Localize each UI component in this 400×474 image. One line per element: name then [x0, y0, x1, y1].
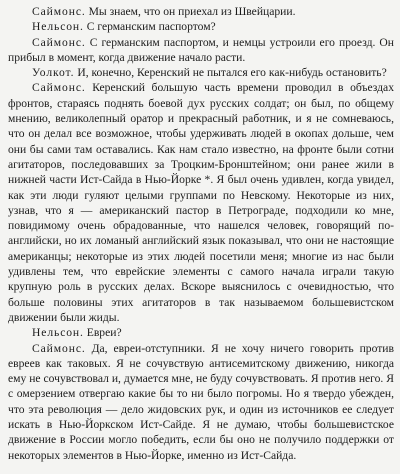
speaker-name: Уолкот. [32, 66, 75, 80]
speaker-name: Нельсон. [32, 20, 84, 34]
dialogue-paragraph [8, 19, 394, 34]
paragraph-text: Мы знаем, что он приехал из Швейцарии. [85, 5, 296, 18]
dialogue-paragraph [8, 80, 394, 325]
speaker-name: Саймонс. [32, 81, 86, 95]
dialogue-paragraph [8, 65, 394, 80]
dialogue-paragraph [8, 325, 394, 340]
speaker-name: Нельсон. [32, 326, 84, 340]
dialogue-paragraph [8, 341, 394, 463]
speaker-name: Саймонс. [32, 5, 86, 18]
paragraph-text: С германским паспортом, и немцы устроили его проезд. Он прибыл в момент, когда движение начало расти. [8, 35, 394, 64]
speaker-name: Саймонс. [32, 35, 86, 49]
paragraph-text: И, конечно, Керенский не пытался его как-нибудь остановить? [74, 66, 387, 80]
dialogue-paragraph [8, 35, 394, 66]
dialogue-paragraph [8, 4, 394, 19]
paragraph-text: Евреи? [83, 326, 122, 340]
paragraph-text: Керенский большую часть времени проводил в объездах фронтов, стараясь поднять боевой дух русских солдат; он был, по общему мнению, великолепный оратор и прекрасный работник, и я не сомневаюсь, что он делал все возможное, чтобы удерживать людей в окопах дольше, чем они бы сами там оставались. Как нам стало известно, на фронте были сотни агитаторов, последовавших за Троцким-Бронштейном; они ранее жили в нижней части Ист-Сайда в Нью-Йорке *. Я был очень удивлен, когда увидел, как эти люди гуляют целыми группами по Невскому. Некоторые из них, узнав, что я — американский пастор в Петрограде, подходили ко мне, повидимому очень обрадованные, что нашелся человек, говорящий по-английски, но их ломаный английский язык показывал, что они не настоящие американцы; некоторые из этих людей посетили меня; многие из нас были удивлены тем, что еврейские элементы с самого начала играли такую крупную роль в русских делах. Вскоре выяснилось с очевидностью, что больше половины этих агитаторов в так называемом большевистском движении были жиды. [8, 81, 394, 324]
paragraph-text: С германским паспортом? [83, 20, 216, 34]
paragraph-text: Да, евреи-отступники. Я не хочу ничего говорить против евреев как таковых. Я не сочувствую антисемитскому движению, никогда ему не сочувствовал и, думается мне, не буду сочувствовать. Я против него. Я с омерзением отвергаю какие бы то ни было погромы. Но я твердо убежден, что эта революция — дело жидовских рук, и один из источников ее следует искать в Нью-Йоркском Ист-Сайде. Я не думаю, чтобы большевистское движение в России могло победить, если бы оно не получило поддержки от некоторых элементов в Нью-Йорке, именно из Ист-Сайда. [8, 341, 394, 462]
speaker-name: Саймонс. [32, 341, 86, 355]
